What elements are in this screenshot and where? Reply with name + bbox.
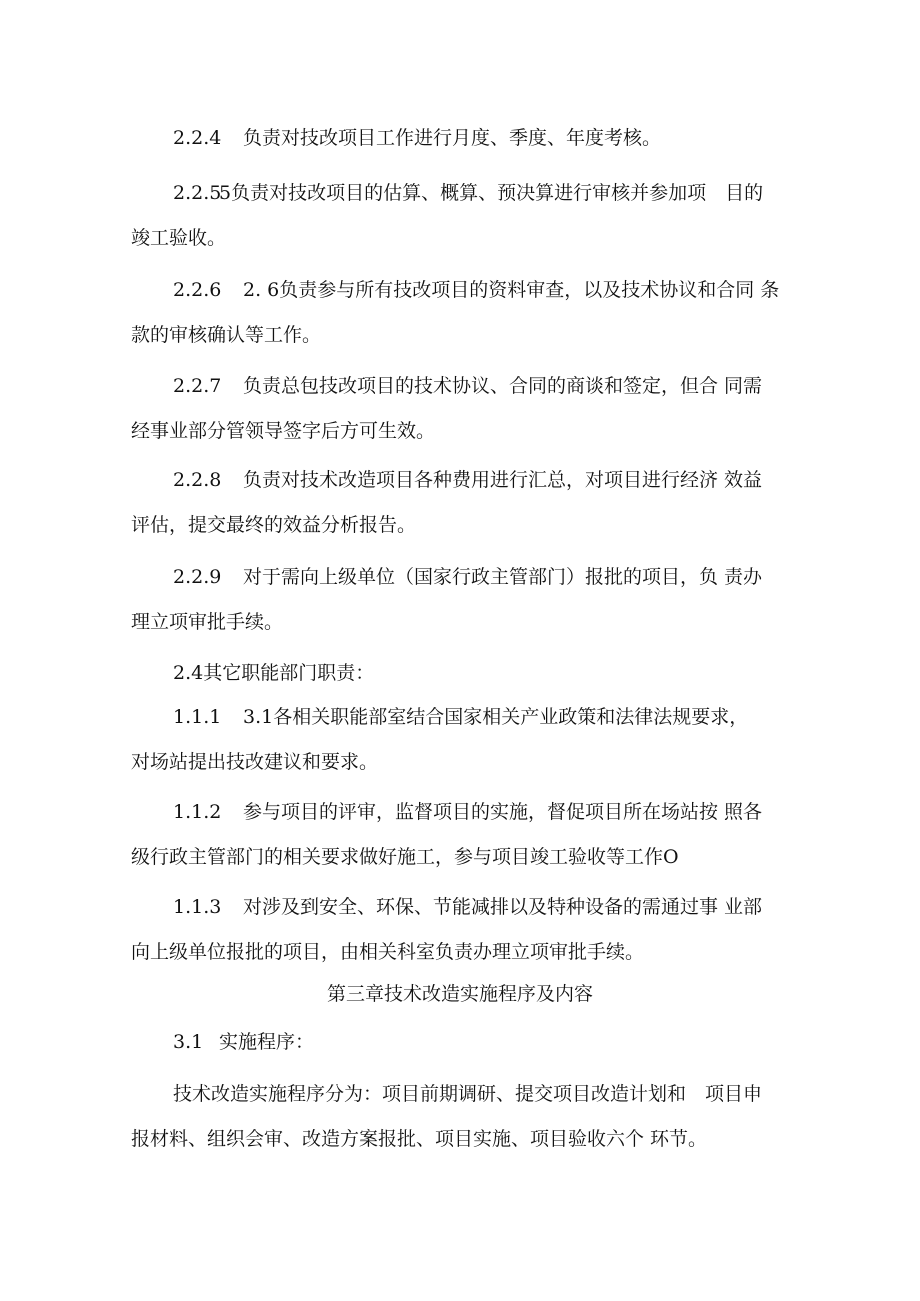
paragraph-text: 5负责对技改项目的估算、概算、预决算进行审核并参加项 目的 <box>219 182 764 204</box>
paragraph-2-2-9 <box>131 555 796 645</box>
paragraph-2-2-4 <box>131 116 796 161</box>
paragraph-text: 负责总包技改项目的技术协议、合同的商谈和签定，但合 同需 <box>243 375 763 397</box>
paragraph-text: 评估，提交最终的效益分析报告。 <box>131 514 417 536</box>
clause-number: 2.2.4 <box>173 127 222 149</box>
section-heading-2-4 <box>131 651 796 696</box>
clause-number: 2.2.8 <box>173 469 222 491</box>
paragraph-text: 技术改造实施程序分为：项目前期调研、提交项目改造计划和 项目申 <box>173 1083 763 1105</box>
paragraph-text: 报材料、组织会审、改造方案报批、项目实施、项目验收六个 环节。 <box>131 1128 708 1150</box>
chapter-heading: 第三章技术改造实施程序及内容 <box>326 983 593 1005</box>
paragraph-text: 经事业部分管领导签字后方可生效。 <box>131 420 436 442</box>
paragraph-text: 款的审核确认等工作。 <box>131 324 322 346</box>
paragraph-2-2-7 <box>131 364 796 454</box>
clause-number: 2.2.7 <box>173 375 222 397</box>
paragraph-text: 3.1各相关职能部室结合国家相关产业政策和法律法规要求， <box>243 706 749 728</box>
paragraph-text: 对于需向上级单位（国家行政主管部门）报批的项目，负 责办 <box>243 566 763 588</box>
section-3-1 <box>131 1020 796 1065</box>
paragraph-text: 对场站提出技改建议和要求。 <box>131 751 379 773</box>
clause-number: 1.1.1 <box>173 706 222 728</box>
paragraph-text: 负责对技术改造项目各种费用进行汇总，对项目进行经济 效益 <box>243 469 763 491</box>
section-title: 实施程序： <box>219 1031 315 1053</box>
paragraph-text: 负责对技改项目工作进行月度、季度、年度考核。 <box>243 127 662 149</box>
paragraph-text: 竣工验收。 <box>131 227 227 249</box>
clause-number: 2.2.9 <box>173 566 222 588</box>
paragraph-text: 2.4其它职能部门职责： <box>173 662 375 684</box>
paragraph-2-2-8 <box>131 458 796 548</box>
paragraph-1-1-3 <box>131 885 796 975</box>
paragraph-text: 参与项目的评审，监督项目的实施，督促项目所在场站按 照各 <box>243 801 763 823</box>
clause-number: 1.1.2 <box>173 801 222 823</box>
clause-number: 1.1.3 <box>173 896 222 918</box>
paragraph-2-2-5 <box>131 171 796 261</box>
paragraph-2-2-6 <box>131 268 796 358</box>
paragraph-text: 向上级单位报批的项目，由相关科室负责办理立项审批手续。 <box>131 941 645 963</box>
paragraph-text: 理立项审批手续。 <box>131 611 284 633</box>
paragraph-implementation-procedure <box>131 1072 796 1162</box>
paragraph-text: 对涉及到安全、环保、节能减排以及特种设备的需通过事 业部 <box>243 896 763 918</box>
paragraph-text: 级行政主管部门的相关要求做好施工，参与项目竣工验收等工作O <box>131 846 679 868</box>
clause-number: 3.1 <box>173 1031 204 1053</box>
paragraph-1-1-2 <box>131 790 796 880</box>
paragraph-text: 2. 6负责参与所有技改项目的资料审查，以及技术协议和合同 条 <box>243 279 780 301</box>
clause-number: 2.2.6 <box>173 279 222 301</box>
clause-number: 2.2.5 <box>173 182 222 204</box>
paragraph-1-1-1 <box>131 695 796 785</box>
